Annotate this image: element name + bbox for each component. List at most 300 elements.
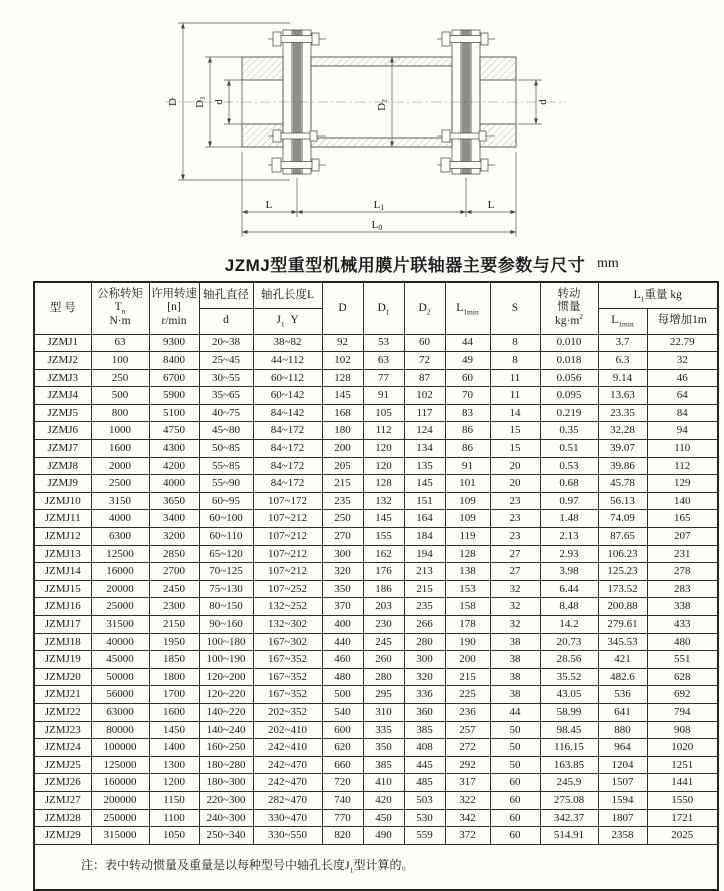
cell-speed: 3200: [149, 528, 199, 546]
cell-weight-l1min: 74.09: [598, 510, 647, 528]
cell-weight-l1min: 39.86: [598, 457, 647, 475]
table-row: [34, 721, 718, 739]
cell-bore-len: 107~212: [253, 545, 322, 563]
cell-weight-per-m: 165: [647, 510, 718, 528]
cell-inertia: 0.056: [540, 369, 598, 387]
cell-bore-len: 84~172: [253, 422, 322, 440]
cell-S: 60: [490, 827, 540, 845]
cell-D2: 559: [404, 827, 445, 845]
cell-torque: 2500: [91, 475, 149, 493]
cell-D2: 213: [404, 563, 445, 581]
cell-S: 23: [490, 528, 540, 546]
cell-D2: 164: [404, 510, 445, 528]
cell-D: 350: [322, 580, 363, 598]
cell-model: JZMJ5: [34, 404, 91, 422]
cell-bore-dia: 80~150: [199, 598, 253, 616]
cell-L1min: 372: [445, 827, 490, 845]
cell-inertia: 0.095: [540, 387, 598, 405]
cell-model: JZMJ2: [34, 352, 91, 370]
cell-speed: 2850: [149, 545, 199, 563]
cell-S: 38: [490, 651, 540, 669]
cell-D1: 260: [363, 651, 404, 669]
cell-speed: 1100: [149, 809, 199, 827]
cell-S: 27: [490, 545, 540, 563]
cell-weight-per-m: 46: [647, 369, 718, 387]
cell-bore-dia: 120~220: [199, 686, 253, 704]
cell-D: 540: [322, 703, 363, 721]
table-row: [34, 686, 718, 704]
cell-D1: 350: [363, 739, 404, 757]
cell-L1min: 109: [445, 492, 490, 510]
cell-torque: 3150: [91, 492, 149, 510]
cell-D1: 105: [363, 404, 404, 422]
cell-speed: 1200: [149, 774, 199, 792]
cell-S: 15: [490, 440, 540, 458]
cell-torque: 125000: [91, 756, 149, 774]
cell-weight-per-m: 1550: [647, 791, 718, 809]
cell-speed: 2450: [149, 580, 199, 598]
cell-D: 400: [322, 616, 363, 634]
cell-torque: 50000: [91, 668, 149, 686]
cell-S: 60: [490, 809, 540, 827]
cell-bore-len: 282~470: [253, 791, 322, 809]
cell-bore-len: 107~212: [253, 528, 322, 546]
note-row: [34, 844, 718, 890]
cell-inertia: 6.44: [540, 580, 598, 598]
cell-torque: 2000: [91, 457, 149, 475]
cell-D: 660: [322, 756, 363, 774]
cell-speed: 3650: [149, 492, 199, 510]
cell-L1min: 292: [445, 756, 490, 774]
cell-speed: 2700: [149, 563, 199, 581]
cell-inertia: 43.05: [540, 686, 598, 704]
cell-speed: 8400: [149, 352, 199, 370]
cell-weight-l1min: 1204: [598, 756, 647, 774]
table-row: [34, 545, 718, 563]
cell-speed: 2300: [149, 598, 199, 616]
table-row: [34, 791, 718, 809]
header-S: S: [490, 282, 540, 334]
cell-speed: 1300: [149, 756, 199, 774]
cell-D: 370: [322, 598, 363, 616]
cell-speed: 3400: [149, 510, 199, 528]
table-row: [34, 457, 718, 475]
cell-torque: 100000: [91, 739, 149, 757]
cell-bore-dia: 45~80: [199, 422, 253, 440]
header-D1: $D_1$: [363, 282, 404, 334]
cell-D2: 235: [404, 598, 445, 616]
cell-inertia: 20.73: [540, 633, 598, 651]
cell-L1min: 49: [445, 352, 490, 370]
cell-weight-per-m: 628: [647, 668, 718, 686]
dim-label-D2: D2: [376, 99, 389, 111]
cell-D2: 266: [404, 616, 445, 634]
cell-L1min: 257: [445, 721, 490, 739]
cell-bore-dia: 140~240: [199, 721, 253, 739]
header-D2: $D_2$: [404, 282, 445, 334]
cell-bore-len: 132~302: [253, 616, 322, 634]
header-bore-dia-d: d: [199, 308, 253, 334]
cell-bore-len: 107~212: [253, 510, 322, 528]
cell-S: 38: [490, 686, 540, 704]
cell-speed: 1600: [149, 703, 199, 721]
cell-D: 460: [322, 651, 363, 669]
cell-S: 50: [490, 739, 540, 757]
cell-L1min: 128: [445, 545, 490, 563]
cell-S: 14: [490, 404, 540, 422]
table-row: [34, 774, 718, 792]
cell-weight-l1min: 482.6: [598, 668, 647, 686]
cell-bore-len: 44~112: [253, 352, 322, 370]
cell-D2: 360: [404, 703, 445, 721]
cell-speed: 1850: [149, 651, 199, 669]
cell-model: JZMJ23: [34, 721, 91, 739]
cell-model: JZMJ29: [34, 827, 91, 845]
cell-speed: 1700: [149, 686, 199, 704]
cell-model: JZMJ17: [34, 616, 91, 634]
cell-S: 32: [490, 580, 540, 598]
table-header: [34, 282, 718, 334]
cell-D2: 124: [404, 422, 445, 440]
cell-inertia: 0.010: [540, 334, 598, 352]
cell-D1: 280: [363, 668, 404, 686]
cell-D1: 230: [363, 616, 404, 634]
cell-inertia: 2.93: [540, 545, 598, 563]
cell-D: 440: [322, 633, 363, 651]
cell-L1min: 317: [445, 774, 490, 792]
cell-D1: 490: [363, 827, 404, 845]
cell-weight-per-m: 278: [647, 563, 718, 581]
cell-L1min: 215: [445, 668, 490, 686]
cell-bore-dia: 140~220: [199, 703, 253, 721]
cell-weight-l1min: 173.52: [598, 580, 647, 598]
cell-L1min: 190: [445, 633, 490, 651]
cell-D: 480: [322, 668, 363, 686]
cell-speed: 9300: [149, 334, 199, 352]
cell-weight-l1min: 45.78: [598, 475, 647, 493]
cell-L1min: 101: [445, 475, 490, 493]
cell-weight-per-m: 94: [647, 422, 718, 440]
cell-weight-l1min: 13.63: [598, 387, 647, 405]
cell-inertia: 116.15: [540, 739, 598, 757]
header-weight-per-m: 每增加1m: [647, 308, 718, 334]
cell-L1min: 91: [445, 457, 490, 475]
header-bore-dia: 轴孔直径: [199, 282, 253, 308]
table-row: [34, 739, 718, 757]
cell-D: 92: [322, 334, 363, 352]
cell-inertia: 0.35: [540, 422, 598, 440]
table-row: [34, 352, 718, 370]
table-body: [34, 334, 718, 844]
cell-bore-len: 167~352: [253, 668, 322, 686]
table-row: [34, 703, 718, 721]
cell-D2: 320: [404, 668, 445, 686]
dim-label-d-right: d: [537, 99, 549, 105]
cell-S: 38: [490, 668, 540, 686]
header-L1min: $L_{1min}$: [445, 282, 490, 334]
cell-D2: 134: [404, 440, 445, 458]
cell-D: 300: [322, 545, 363, 563]
cell-D: 740: [322, 791, 363, 809]
cell-torque: 6300: [91, 528, 149, 546]
cell-torque: 100: [91, 352, 149, 370]
cell-torque: 250000: [91, 809, 149, 827]
cell-speed: 1800: [149, 668, 199, 686]
cell-D2: 145: [404, 475, 445, 493]
cell-inertia: 342.37: [540, 809, 598, 827]
cell-S: 27: [490, 563, 540, 581]
cell-model: JZMJ1: [34, 334, 91, 352]
cell-model: JZMJ6: [34, 422, 91, 440]
cell-inertia: 1.48: [540, 510, 598, 528]
cell-weight-per-m: 64: [647, 387, 718, 405]
cell-D1: 112: [363, 422, 404, 440]
cell-D1: 450: [363, 809, 404, 827]
cell-bore-len: 202~352: [253, 703, 322, 721]
cell-inertia: 58.99: [540, 703, 598, 721]
cell-bore-len: 242~470: [253, 774, 322, 792]
cell-bore-len: 330~550: [253, 827, 322, 845]
cell-D: 235: [322, 492, 363, 510]
cell-D1: 295: [363, 686, 404, 704]
cell-torque: 56000: [91, 686, 149, 704]
cell-bore-len: 242~410: [253, 739, 322, 757]
cell-weight-l1min: 106.23: [598, 545, 647, 563]
cell-inertia: 245.9: [540, 774, 598, 792]
cell-speed: 1950: [149, 633, 199, 651]
cell-model: JZMJ27: [34, 791, 91, 809]
cell-bore-len: 84~142: [253, 404, 322, 422]
cell-weight-per-m: 433: [647, 616, 718, 634]
cell-bore-len: 330~470: [253, 809, 322, 827]
unit-label: mm: [597, 256, 619, 271]
cell-torque: 500: [91, 387, 149, 405]
cell-bore-len: 84~172: [253, 457, 322, 475]
cell-weight-l1min: 536: [598, 686, 647, 704]
cell-D2: 530: [404, 809, 445, 827]
cell-bore-dia: 100~190: [199, 651, 253, 669]
cell-L1min: 60: [445, 369, 490, 387]
cell-inertia: 35.52: [540, 668, 598, 686]
cell-weight-per-m: 1441: [647, 774, 718, 792]
cell-D: 500: [322, 686, 363, 704]
header-model: 型 号: [34, 282, 91, 334]
cell-D: 200: [322, 440, 363, 458]
cell-model: JZMJ24: [34, 739, 91, 757]
cell-speed: 6700: [149, 369, 199, 387]
cell-S: 20: [490, 457, 540, 475]
cell-weight-per-m: 140: [647, 492, 718, 510]
cell-D2: 135: [404, 457, 445, 475]
cell-weight-per-m: 1020: [647, 739, 718, 757]
dim-label-D: D: [167, 98, 179, 106]
cell-S: 50: [490, 721, 540, 739]
cell-L1min: 86: [445, 422, 490, 440]
cell-speed: 4750: [149, 422, 199, 440]
cell-weight-per-m: 84: [647, 404, 718, 422]
cell-D2: 87: [404, 369, 445, 387]
cell-torque: 25000: [91, 598, 149, 616]
cell-bore-dia: 55~85: [199, 457, 253, 475]
cell-model: JZMJ3: [34, 369, 91, 387]
cell-inertia: 14.2: [540, 616, 598, 634]
cell-weight-l1min: 32.28: [598, 422, 647, 440]
cell-inertia: 28.56: [540, 651, 598, 669]
cell-bore-len: 60~142: [253, 387, 322, 405]
cell-S: 11: [490, 387, 540, 405]
cell-torque: 12500: [91, 545, 149, 563]
cell-D1: 410: [363, 774, 404, 792]
cell-bore-dia: 90~160: [199, 616, 253, 634]
cell-inertia: 0.68: [540, 475, 598, 493]
cell-S: 60: [490, 774, 540, 792]
table-row: [34, 492, 718, 510]
cell-weight-l1min: 421: [598, 651, 647, 669]
cell-weight-l1min: 1507: [598, 774, 647, 792]
dim-label-L-right: L: [487, 199, 495, 211]
cell-D1: 120: [363, 440, 404, 458]
cell-S: 50: [490, 756, 540, 774]
cell-S: 44: [490, 703, 540, 721]
cell-D: 820: [322, 827, 363, 845]
cell-weight-per-m: 338: [647, 598, 718, 616]
table-note: 注：表中转动惯量及重量是以每种型号中轴孔长度$J_1$型计算的。: [34, 844, 718, 890]
table-row: [34, 440, 718, 458]
cell-bore-len: 202~410: [253, 721, 322, 739]
cell-L1min: 109: [445, 510, 490, 528]
header-D: D: [322, 282, 363, 334]
cell-weight-per-m: 231: [647, 545, 718, 563]
cell-weight-per-m: 794: [647, 703, 718, 721]
cell-L1min: 44: [445, 334, 490, 352]
cell-model: JZMJ18: [34, 633, 91, 651]
cell-torque: 160000: [91, 774, 149, 792]
cell-weight-per-m: 551: [647, 651, 718, 669]
cell-bore-len: 167~352: [253, 686, 322, 704]
cell-bore-len: 107~212: [253, 563, 322, 581]
cell-D2: 280: [404, 633, 445, 651]
cell-S: 23: [490, 492, 540, 510]
cell-weight-l1min: 200.88: [598, 598, 647, 616]
cell-speed: 5100: [149, 404, 199, 422]
cell-bore-len: 132~252: [253, 598, 322, 616]
cell-bore-len: 167~352: [253, 651, 322, 669]
cell-L1min: 153: [445, 580, 490, 598]
cell-D1: 77: [363, 369, 404, 387]
cell-model: JZMJ12: [34, 528, 91, 546]
cell-L1min: 236: [445, 703, 490, 721]
cell-bore-dia: 35~65: [199, 387, 253, 405]
cell-model: JZMJ7: [34, 440, 91, 458]
cell-bore-dia: 65~120: [199, 545, 253, 563]
table-row: [34, 387, 718, 405]
cell-weight-l1min: 2358: [598, 827, 647, 845]
cell-D: 250: [322, 510, 363, 528]
cell-bore-dia: 60~95: [199, 492, 253, 510]
table-row: [34, 598, 718, 616]
cell-D: 770: [322, 809, 363, 827]
cell-weight-l1min: 964: [598, 739, 647, 757]
header-bore-len-j1y: $J_1$ Y: [253, 308, 322, 334]
cell-weight-l1min: 345.53: [598, 633, 647, 651]
cell-D1: 203: [363, 598, 404, 616]
cell-D1: 132: [363, 492, 404, 510]
cell-weight-l1min: 279.61: [598, 616, 647, 634]
cell-S: 15: [490, 422, 540, 440]
cell-bore-len: 107~252: [253, 580, 322, 598]
table-row: [34, 404, 718, 422]
cell-D2: 336: [404, 686, 445, 704]
cell-weight-l1min: 87.65: [598, 528, 647, 546]
cell-model: JZMJ22: [34, 703, 91, 721]
cell-bore-len: 167~302: [253, 633, 322, 651]
cell-bore-dia: 50~85: [199, 440, 253, 458]
dim-label-d-left: d: [213, 99, 225, 105]
cell-bore-dia: 250~340: [199, 827, 253, 845]
cell-inertia: 163.85: [540, 756, 598, 774]
cell-D1: 420: [363, 791, 404, 809]
cell-D1: 385: [363, 756, 404, 774]
cell-D2: 445: [404, 756, 445, 774]
cell-weight-per-m: 2025: [647, 827, 718, 845]
cell-bore-dia: 100~180: [199, 633, 253, 651]
cell-speed: 4000: [149, 475, 199, 493]
cell-model: JZMJ8: [34, 457, 91, 475]
specs-table: [33, 281, 719, 891]
cell-bore-dia: 30~55: [199, 369, 253, 387]
cell-weight-l1min: 39.07: [598, 440, 647, 458]
cell-model: JZMJ15: [34, 580, 91, 598]
cell-bore-dia: 180~280: [199, 756, 253, 774]
cell-L1min: 342: [445, 809, 490, 827]
cell-torque: 800: [91, 404, 149, 422]
cell-D1: 245: [363, 633, 404, 651]
cell-model: JZMJ14: [34, 563, 91, 581]
cell-speed: 4300: [149, 440, 199, 458]
cell-inertia: 8.48: [540, 598, 598, 616]
coupling-drawing: [140, 6, 590, 246]
cell-bore-dia: 55~90: [199, 475, 253, 493]
cell-bore-dia: 20~38: [199, 334, 253, 352]
cell-torque: 80000: [91, 721, 149, 739]
dim-label-L0: L0: [371, 219, 383, 232]
cell-bore-len: 84~172: [253, 475, 322, 493]
cell-torque: 45000: [91, 651, 149, 669]
cell-D: 600: [322, 721, 363, 739]
cell-D: 168: [322, 404, 363, 422]
cell-torque: 4000: [91, 510, 149, 528]
cell-bore-dia: 160~250: [199, 739, 253, 757]
cell-weight-l1min: 56.13: [598, 492, 647, 510]
cell-D1: 63: [363, 352, 404, 370]
cell-S: 20: [490, 475, 540, 493]
cell-weight-per-m: 908: [647, 721, 718, 739]
cell-D: 145: [322, 387, 363, 405]
table-row: [34, 563, 718, 581]
page-title: JZMJ型重型机械用膜片联轴器主要参数与尺寸: [224, 256, 586, 275]
table-row: [34, 580, 718, 598]
cell-weight-per-m: 110: [647, 440, 718, 458]
cell-bore-len: 38~82: [253, 334, 322, 352]
cell-D1: 128: [363, 475, 404, 493]
header-bore-len: 轴孔长度L: [253, 282, 322, 308]
cell-inertia: 514.91: [540, 827, 598, 845]
cell-model: JZMJ25: [34, 756, 91, 774]
cell-inertia: 2.13: [540, 528, 598, 546]
cell-D1: 186: [363, 580, 404, 598]
table-row: [34, 668, 718, 686]
table-row: [34, 475, 718, 493]
